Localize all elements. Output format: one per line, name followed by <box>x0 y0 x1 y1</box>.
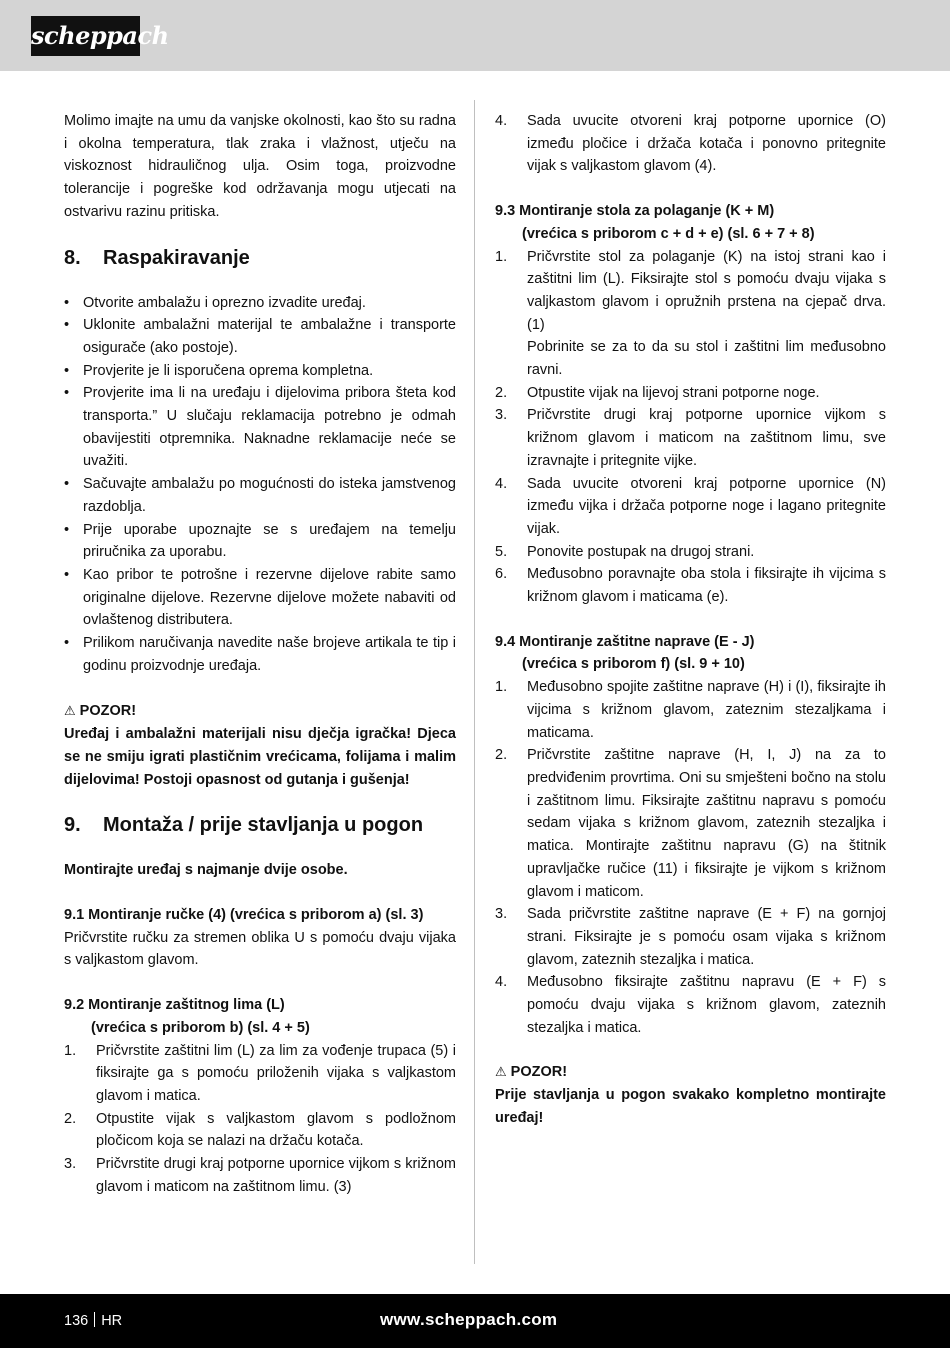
left-column <box>64 110 456 1198</box>
list-item: • Provjerite ima li na uređaju i dijelovima pribora šteta kod transporta.” U slučaju reklamacija potrebno je odmah obavijestiti otpremnika. Naknadne reklamacije neće se uvažiti. <box>64 385 456 470</box>
warning-text: Uređaj i ambalažni materijali nisu dječja igračka! Djeca se ne smiju igrati plastičnim vrećicama, folijama i malim dijelovima! Postoji opasnost od gutanja i gušenja! <box>64 726 456 788</box>
section-number: 8. <box>64 246 81 269</box>
steps-9-2 <box>64 1040 456 1199</box>
warning-icon: ⚠ <box>495 1064 507 1080</box>
subsection-9-3-subtitle: (vrećica s priborom c + d + e) (sl. 6 + 7 + 8) <box>522 225 815 242</box>
header-bar <box>0 0 950 71</box>
list-item: • Kao pribor te potrošne i rezervne dijelove rabite samo originalne dijelove. Rezervne dijelove možete nabaviti od ovlaštenog distributera. <box>64 566 456 629</box>
column-divider <box>474 100 475 1264</box>
two-people-note: Montirajte uređaj s najmanje dvije osobe. <box>64 862 348 879</box>
subsection-9-2-title: 9.2 Montiranje zaštitnog lima (L) <box>64 997 285 1014</box>
list-item: 2. Pričvrstite zaštitne naprave (H, I, J) na za to predviđenim provrtima. Oni su smješteni bočno na stolu i zaštitnom limu. Fiksirajte zaštitnu napravu s pomoću sedam vijaka s križnom glavom, zateznih stezaljka i matica. Montirajte zaštitnu napravu (G) na štitnik upravljačke ručice (11) i fiksirajte je vijkom s križnom glavom i maticom. <box>495 747 886 900</box>
list-item: 2. Otpustite vijak na lijevoj strani potporne noge. <box>495 384 820 401</box>
right-column <box>495 110 886 1130</box>
list-item: 2. Otpustite vijak s valjkastom glavom s podložnom pločicom koja se nalazi na držaču kotača. <box>64 1110 456 1150</box>
section-title: Raspakiravanje <box>103 246 250 269</box>
steps-9-4 <box>495 676 886 1039</box>
list-item: 3. Pričvrstite drugi kraj potporne upornice vijkom s križnom glavom i maticom na zaštitnom limu, sve izravnajte i pritegnite vijke. <box>495 407 886 469</box>
list-item: • Otvorite ambalažu i oprezno izvadite uređaj. <box>64 294 366 311</box>
list-item: 3. Sada pričvrstite zaštitne naprave (E + F) na gornjoj strani. Fiksirajte je s pomoću osam vijaka s križnom glavom, zateznih stezaljka i matica. <box>495 906 886 968</box>
page-number: 136 HR <box>64 1313 123 1329</box>
list-item: 4. Međusobno fiksirajte zaštitnu napravu (E + F) s pomoću dvaju vijaka s križnom glavom, zateznih stezaljka i matica. <box>495 974 886 1036</box>
unpacking-list <box>64 292 456 678</box>
separator <box>94 1312 95 1327</box>
list-item: • Sačuvajte ambalažu po mogućnosti do isteka jamstvenog razdoblja. <box>64 476 456 515</box>
list-item: • Provjerite je li isporučena oprema kompletna. <box>64 362 374 379</box>
list-item: 4. Sada uvucite otvoreni kraj potporne upornice (O) između pločice i držača kotača i ponovno pritegnite vijak s valjkastom glavom (4). <box>495 113 886 175</box>
warning-icon: ⚠ <box>64 703 76 719</box>
list-item: • Prije uporabe upoznajte se s uređajem na temelju priručnika za uporabu. <box>64 521 456 561</box>
section-8-heading <box>64 244 456 272</box>
subsection-9-1-text: Pričvrstite ručku za stremen oblika U s pomoću dvaju vijaka s valjkastom glavom. <box>64 929 456 969</box>
list-item: • Uklonite ambalažni materijal te ambalažne i transporte osigurače (ako postoje). <box>64 317 456 356</box>
subsection-9-2-subtitle: (vrećica s priborom b) (sl. 4 + 5) <box>91 1019 310 1036</box>
section-title: Montaža / prije stavljanja u pogon <box>103 814 424 837</box>
list-item: 1. Međusobno spojite zaštitne naprave (H) i (I), fiksirajte ih vijcima s križnom glavom, zateznim stezaljkama i maticama. <box>495 679 886 741</box>
section-9-heading <box>64 811 456 839</box>
section-number: 9. <box>64 814 81 837</box>
warning-label: ⚠ POZOR! <box>64 703 137 720</box>
intro-paragraph: Molimo imajte na umu da vanjske okolnosti, kao što su radna i okolna temperatura, tlak zraka i vlažnost, utječu na viskoznost hidrauličnog ulja. Osim toga, proizvodne tolerancije i pogreške kod održavanja mogu utjecati na ostvarivu razinu pritiska. <box>64 113 456 220</box>
list-item: 4. Sada uvucite otvoreni kraj potporne upornice (N) između vijka i držača potporne noge i lagano pritegnite vijak. <box>495 475 886 537</box>
list-item: 1. Pričvrstite zaštitni lim (L) za lim za vođenje trupaca (5) i fiksirajte ga s pomoću priloženih vijaka s valjkastom glavom i matica. <box>64 1042 456 1104</box>
steps-9-2-continued <box>495 110 886 178</box>
list-item: 6. Međusobno poravnajte oba stola i fiksirajte ih vijcima s križnom glavom i maticama (e). <box>495 566 886 606</box>
subsection-9-1-title: 9.1 Montiranje ručke (4) (vrećica s priborom a) (sl. 3) <box>64 906 424 923</box>
scheppach-logo: scheppach <box>31 16 140 56</box>
subsection-9-3-title: 9.3 Montiranje stola za polaganje (K + M) <box>495 203 775 220</box>
warning-label: ⚠ POZOR! <box>495 1064 568 1081</box>
list-item: • Prilikom naručivanja navedite naše brojeve artikala te tip i godinu proizvodnje uređaja. <box>64 635 456 674</box>
website-link[interactable]: www.scheppach.com <box>380 1310 558 1329</box>
warning-text: Prije stavljanja u pogon svakako kompletno montirajte uređaj! <box>495 1087 886 1126</box>
list-item: 1. Pričvrstite stol za polaganje (K) na istoj strani kao i zaštitni lim (L). Fiksirajte stol s pomoću dvaju vijaka s valjkastom glavom i opružnih prstena na cjepač drva. (1) Pobrinite se za to da su stol i zaštitni lim međusobno ravni. <box>495 248 886 379</box>
steps-9-3 <box>495 246 886 609</box>
subsection-9-4-title: 9.4 Montiranje zaštitne naprave (E - J) <box>495 633 755 650</box>
list-item: 3. Pričvrstite drugi kraj potporne upornice vijkom s križnom glavom i maticom na zaštitnom limu. (3) <box>64 1156 456 1195</box>
subsection-9-4-subtitle: (vrećica s priborom f) (sl. 9 + 10) <box>522 656 745 673</box>
footer-bar <box>0 1294 950 1348</box>
list-item: 5. Ponovite postupak na drugoj strani. <box>495 543 755 560</box>
